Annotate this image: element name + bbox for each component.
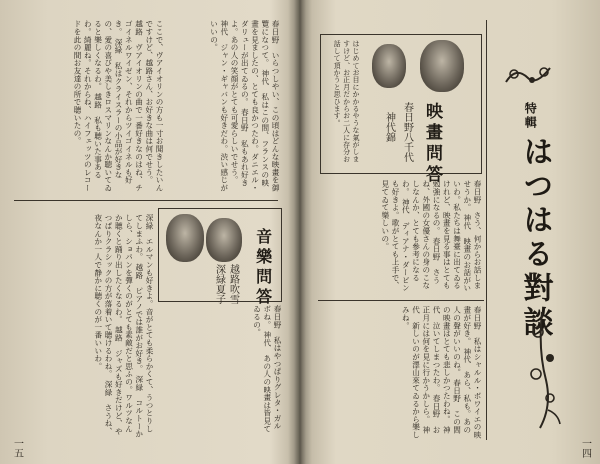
text-column: 深緑 私はクライスラーの小品が好きなの、愛の喜びや美しきロスマリンなんか聴いてゐると樂しくなるわ。 — [93, 20, 123, 192]
text-column: 春日野 私はやつぱりグレタ・ガルボね。 — [262, 305, 282, 430]
right-page-lower-text — [318, 306, 482, 440]
page-number-right: 一四 — [579, 438, 591, 458]
text-column: 神代 あの人の映畫は皆見てゐるの。 — [252, 305, 272, 433]
text-column: 春日野 いらつしやい、この頃はどんな映畫を御覽になつて。 — [260, 20, 280, 192]
left-page-lower-text — [14, 214, 154, 439]
text-column: ここで、ヴアイオリンの方も一寸お聞きしたいんですけど、越路さん、お好きな曲は何でせう。 — [144, 20, 164, 192]
text-column: 神代 ジャン・ギャバンも好きだわ。渋い感じがいいの。 — [209, 20, 229, 192]
text-column: はじめてお目にかかるやうな氣がしますけど、お正月だからお二人に存分お話して頂かうと思ひます。 — [333, 40, 360, 163]
text-column: 越路 ジャズも好きだけど、やつぱりクラシックの方が落着いて聴けるわね。 — [104, 214, 124, 436]
photo-kasugano — [372, 44, 406, 88]
text-column: 春日野 私もあれ好きよ。あの人の笑顔がとても可愛らしいでせう。 — [230, 20, 250, 187]
text-column: 神代 私はこの間、フランスの映畫を見ましたの、とても良かつたわ。ダニエル・ダリューが出てゐるの。 — [240, 20, 270, 192]
feature-title: はつはる對談 — [517, 136, 553, 340]
vertical-rule — [486, 20, 487, 440]
text-column: 深緑 さうね、夜なんか一人で静かに聴くのが一番いいわ。 — [93, 214, 113, 436]
music-participant: 越路吹雪 — [227, 264, 239, 304]
text-column: 神代 あら、私も。あの人の聲がいいのね。 — [452, 306, 472, 434]
film-participant: 春日野八千代 — [401, 102, 413, 162]
text-column: 神代 泣いてしまつたわ。 — [432, 306, 452, 434]
text-column: 深緑 エルマンも好きよ。音がとても柔らかくて、うつとりしてしまふわ。 — [134, 214, 154, 433]
photo-fukamidori — [206, 218, 242, 262]
plum-blossom-ornament-top — [502, 60, 554, 94]
text-column: 神代 新しいのが澤山來てゐるから樂しみね。 — [401, 306, 431, 439]
text-column: 春日野 さう、何からお話しませうか。 — [462, 180, 482, 290]
text-column: 越路 私も聴いた事あるわ。綺麗ね。それからね、ハイフェッツのレコードを此の間お友達の所で聴いたの。 — [73, 20, 103, 192]
text-column: 春日野 この間の映畫はとても悲しかつたわね。 — [442, 306, 462, 434]
plum-blossom-ornament-bottom — [518, 310, 564, 430]
text-column: 春日野 さうね、外國の女優さんの身のこなしなんか、とても參考になるわ。 — [401, 180, 441, 290]
page-number-left: 一五 — [11, 438, 23, 458]
left-page-upper-text — [14, 20, 164, 192]
text-column: 春日野 お正月には何を見に行かうかしら。 — [421, 306, 441, 434]
photo-kamiyo — [420, 40, 464, 92]
horizontal-rule — [14, 200, 278, 201]
text-column: 神代 ディアナ・ダービンも好きよ。歌がとても上手で、見てゐて樂しいの。 — [380, 180, 411, 292]
text-column: 深緑 コルトーかしら、ショパンを彈くのがとても素敵だと思ふの。ワルツなんか聴くと踊り出したくなるわ。 — [114, 214, 144, 438]
text-column: 神代 映畫のお話がいいわ。私たちは舞臺に出てゐるけれど、映畫を見る事はとても勉強になるの。 — [432, 180, 472, 292]
music-dialogue-text — [158, 305, 282, 437]
film-participant: 神代錦 — [383, 112, 395, 142]
film-dialogue-text — [170, 20, 280, 192]
right-page-dialogue-text — [318, 180, 482, 296]
text-column: 春日野 私はシャルル・ボワイエの映畫が好き。 — [462, 306, 482, 439]
music-participant: 深緑夏子 — [213, 264, 225, 304]
photo-koshiji — [166, 214, 204, 262]
text-column: 越路 ピアノでは誰がお好き。 — [134, 263, 144, 373]
film-qa-title: 映畫問答 — [421, 102, 442, 186]
music-qa-title: 音樂問答 — [253, 228, 273, 308]
text-column: 越路 ヴアイオリンの曲で一番好きなのはね、チゴイネルワイゼン、それからツイゴイネルも好き。 — [114, 20, 144, 192]
horizontal-rule — [318, 300, 484, 301]
gutter-shadow — [288, 0, 312, 464]
feature-label: 特輯 — [523, 102, 538, 130]
film-qa-intro — [324, 40, 360, 168]
